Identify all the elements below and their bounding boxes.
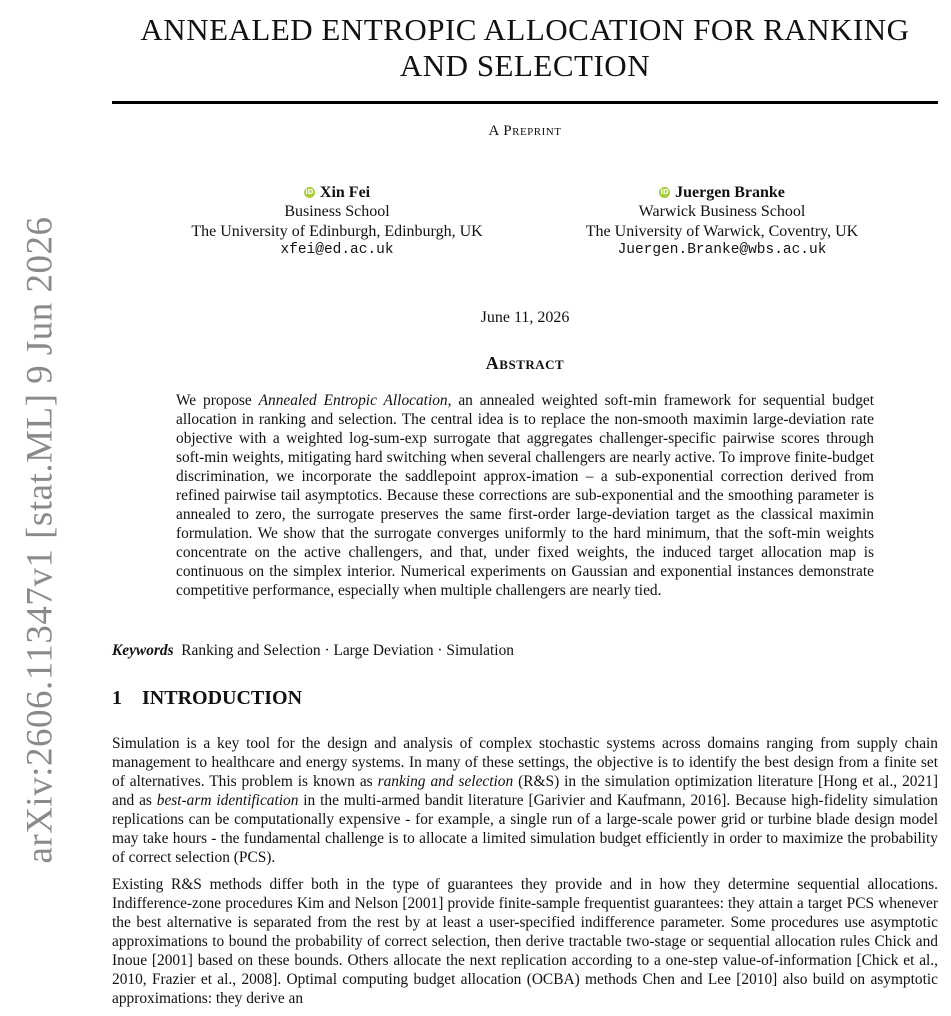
author-block-2 [542, 180, 902, 261]
title-rule [112, 101, 938, 104]
keywords-text: Ranking and Selection · Large Deviation · Simulation [181, 642, 514, 659]
author-name-text: Xin Fei [319, 183, 371, 201]
paper-title: ANNEALED ENTROPIC ALLOCATION FOR RANKING AND SELECTION [140, 12, 910, 83]
intro-emphasis: ranking and selection [377, 773, 514, 790]
intro-emphasis: best-arm identification [156, 792, 299, 809]
author-dept-2: Warwick Business School [638, 203, 806, 221]
intro-text: in the multi-armed bandit literature [Garivier and Kaufmann, 2016]. Because high-fidelity simulation replications can be computationally expensive - for example, a single run of a large-scale power grid or turbine blade design model may take hours - the fundamental challenge is to allocate a limited simulation budget efficiently in order to maximize the probability of correct selection (PCS). [112, 792, 938, 866]
intro-paragraph-2: Existing R&S methods differ both in the type of guarantees they provide and in how they determine sequential allocations. Indifference-zone procedures Kim and Nelson [2001] provide finite-sample frequentist guarantees: they attain a target PCS whenever the best alternative is separated from the rest by at least a user-specified indifference parameter. Some procedures use asymptotic approximations to bound the probability of correct selection, then derive tractable two-stage or sequential allocation rules Chick and Inoue [2001] based on these bounds. Others allocate the next replication according to a one-step value-of-information [Chick et al., 2010, Frazier et al., 2008]. Optimal computing budget allocation (OCBA) methods Chen and Lee [2010] also build on asymptotic approximations: they derive an [112, 876, 938, 1007]
author-name-1 [304, 183, 370, 203]
author-name-text: Juergen Branke [675, 183, 785, 201]
author-institution-2: The University of Warwick, Coventry, UK [585, 222, 859, 240]
abstract-heading: Abstract [485, 353, 565, 373]
preprint-label: A Preprint [488, 123, 562, 139]
section-heading [112, 687, 302, 710]
abstract-body [176, 392, 874, 600]
keywords-label: Keywords [112, 642, 174, 659]
introduction-body [112, 734, 938, 1016]
intro-text: Simulation is a key tool for the design and analysis of complex stochastic systems across domains ranging from supply chain management to healthcare and energy systems. In many of these settings, the objective is to identify the best design from a finite set of alternatives. This problem is known as [112, 735, 938, 790]
section-number: 1 [112, 687, 122, 709]
intro-text: (R&S) in the simulation optimization literature [Hong et al., 2021] and as [112, 773, 938, 809]
orcid-icon[interactable]: iD [305, 188, 314, 196]
abstract-emphasis: Annealed Entropic Allocation [258, 392, 448, 409]
abstract-text: We propose [176, 392, 259, 409]
orcid-icon[interactable]: iD [660, 188, 669, 196]
author-email-2[interactable]: Juergen.Branke@wbs.ac.uk [617, 242, 827, 259]
section-title: INTRODUCTION [142, 687, 303, 709]
arxiv-stamp [0, 0, 80, 1000]
author-email-1[interactable]: xfei@ed.ac.uk [280, 242, 394, 259]
abstract-text: , an annealed weighted soft-min framework for sequential budget allocation in ranking and selection. The central idea is to replace the non-smooth maximin large-deviation rate objective with a weighted log-sum-exp surrogate that aggregates challenger-specific pairwise scores through soft-min weights, mitigating hard switching when several challengers are nearly active. To improve finite-budget discrimination, we incorporate the saddlepoint approx-imation – a sub-exponential correction derived from refined pairwise tail asymptotics. Because these corrections are sub-exponential and the smoothing parameter is annealed to zero, the surrogate preserves the same first-order large-deviation target as the classical maximin formulation. We show that the surrogate converges uniformly to the hard minimum, that the soft-min weights concentrate on the active challengers, and that, under fixed weights, the induced target allocation map is continuous on the simplex interior. Numerical experiments on Gaussian and exponential instances demonstrate competitive performance, especially when multiple challengers are nearly tied. [176, 392, 875, 599]
publication-date: June 11, 2026 [480, 309, 570, 326]
author-institution-1: The University of Edinburgh, Edinburgh, UK [191, 222, 483, 240]
arxiv-identifier: arXiv:2606.11347v1 [stat.ML] 9 Jun 2026 [19, 216, 61, 864]
author-block-1 [157, 180, 517, 261]
keywords-line [112, 642, 938, 660]
intro-paragraph-1 [112, 734, 938, 867]
author-name-2 [659, 183, 785, 203]
author-dept-1: Business School [284, 203, 390, 221]
